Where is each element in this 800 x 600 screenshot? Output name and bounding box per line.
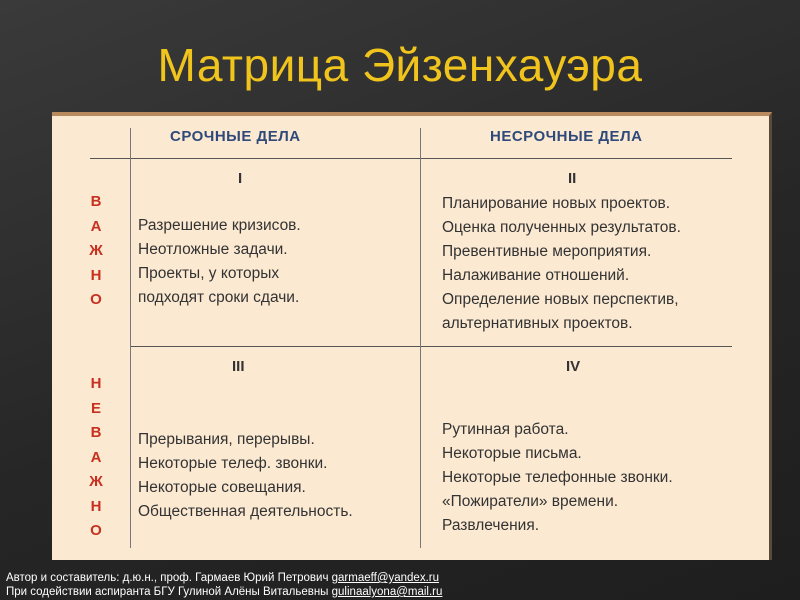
row-label-letter: Ж (89, 473, 103, 490)
quadrant-number-4: IV (566, 358, 581, 375)
author-email-link[interactable]: garmaeff@yandex.ru (331, 572, 439, 584)
quadrant-3-list (138, 428, 353, 524)
assistant-email-link[interactable]: gulinaalyona@mail.ru (331, 586, 443, 598)
row-label-letter: В (90, 193, 102, 210)
footer-author-text: Автор и составитель: д.ю.н., проф. Гармаев Юрий Петрович (6, 572, 332, 584)
list-item: Прерывания, перерывы. (138, 431, 315, 448)
col-header-not-urgent: НЕСРОЧНЫЕ ДЕЛА (490, 128, 643, 145)
quadrant-number-3: III (232, 358, 245, 375)
row-label-letter: Ж (89, 242, 103, 259)
quadrant-2-list (442, 192, 681, 336)
column-divider (420, 128, 421, 548)
footer-assistant-text: При содействии аспиранта БГУ Гулиной Алёны Витальевны (6, 586, 332, 598)
list-item: Некоторые телефонные звонки. (442, 469, 673, 486)
list-item: Планирование новых проектов. (442, 195, 670, 212)
row-label-letter: А (90, 217, 102, 235)
list-item: Рутинная работа. (442, 421, 569, 438)
quadrant-1-list (138, 214, 301, 310)
list-item: Разрешение кризисов. (138, 217, 301, 234)
slide-title: Матрица Эйзенхауэра (157, 39, 643, 91)
list-item: Налаживание отношений. (442, 267, 630, 284)
row-label-letter: Н (90, 266, 102, 284)
footer-line-author (6, 571, 442, 585)
list-item: «Пожиратели» времени. (442, 493, 619, 510)
row-label-letter: В (90, 424, 102, 441)
list-item: Оценка полученных результатов. (442, 219, 681, 236)
col-header-urgent: СРОЧНЫЕ ДЕЛА (170, 128, 301, 145)
footer-line-assistant (6, 585, 442, 599)
list-item: Превентивные мероприятия. (442, 243, 652, 260)
row-divider (130, 346, 732, 347)
quadrant-number-2: II (568, 170, 577, 187)
list-item: подходят сроки сдачи. (138, 289, 300, 306)
quadrant-4-list (442, 418, 673, 538)
row-label-letter: О (90, 522, 102, 539)
row-label-letter: Н (90, 375, 102, 392)
row-label-letter: А (90, 448, 102, 466)
list-item: Развлечения. (442, 517, 540, 534)
row-label-letter: О (90, 291, 102, 308)
header-divider (90, 158, 732, 159)
list-item: Неотложные задачи. (138, 241, 288, 258)
list-item: альтернативных проектов. (442, 315, 633, 332)
list-item: Определение новых перспектив, (442, 291, 679, 308)
list-item: Общественная деятельность. (138, 503, 353, 520)
row-label-letter: Е (90, 399, 101, 417)
list-item: Некоторые совещания. (138, 479, 306, 496)
list-item: Проекты, у которых (138, 265, 280, 282)
row-label-not-important (88, 372, 104, 544)
label-column-divider (130, 128, 131, 548)
matrix-table (52, 112, 772, 560)
quadrant-number-1: I (238, 170, 243, 187)
slide-footer (6, 571, 442, 599)
list-item: Некоторые телеф. звонки. (138, 455, 328, 472)
row-label-letter: Н (90, 497, 102, 515)
row-label-important (88, 190, 104, 313)
list-item: Некоторые письма. (442, 445, 582, 462)
